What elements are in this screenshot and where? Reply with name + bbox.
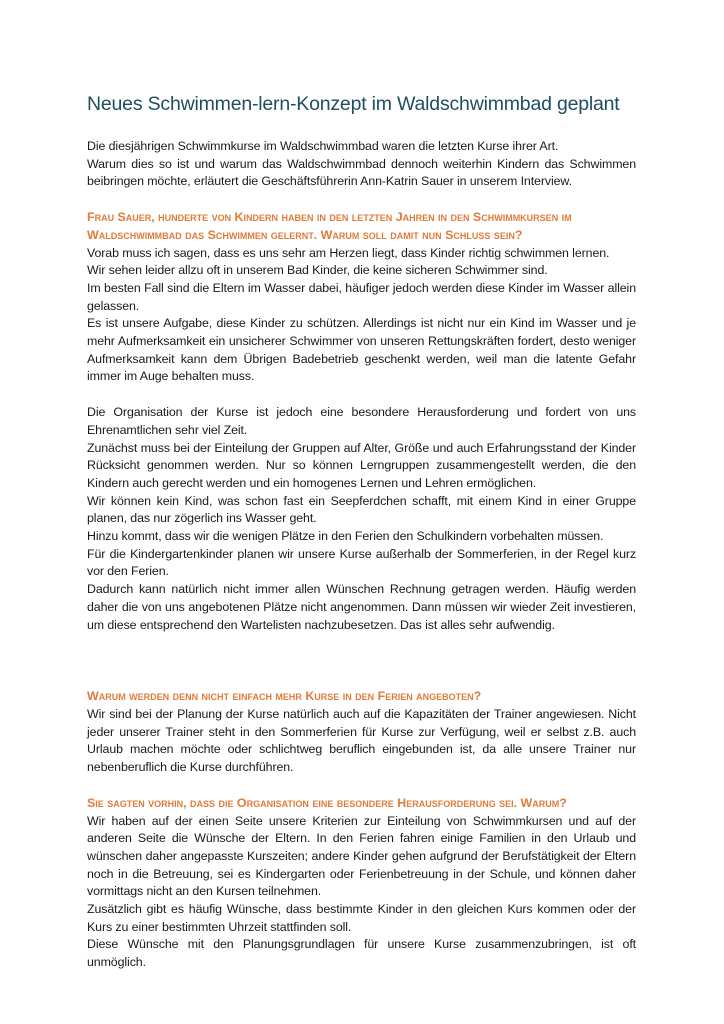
- intro-block: [87, 138, 636, 191]
- answer-paragraph: Hinzu kommt, dass wir die wenigen Plätze in den Ferien den Schulkindern vorbehalten müssen.: [87, 529, 604, 544]
- interview-section-3: [87, 795, 636, 972]
- section-spacer: [87, 652, 636, 688]
- answer-paragraph: Die Organisation der Kurse ist jedoch eine besondere Herausforderung und fordert von uns Ehrenamtlichen sehr viel Zeit.: [87, 405, 636, 437]
- document-page: [87, 92, 636, 990]
- intro-paragraph: Warum dies so ist und warum das Waldschwimmbad dennoch weiterhin Kindern das Schwimmen beibringen möchte, erläutert die Geschäftsführerin Ann-Katrin Sauer in unserem Interview.: [87, 156, 636, 189]
- answer-paragraph: Wir können kein Kind, was schon fast ein Seepferdchen schafft, mit einem Kind in einer Gruppe planen, das nur zögerlich ins Wasser geht.: [87, 493, 636, 526]
- answer-paragraph: Für die Kindergartenkinder planen wir unsere Kurse außerhalb der Sommerferien, in der Regel kurz vor den Ferien.: [87, 546, 636, 579]
- answer-paragraph: Dadurch kann natürlich nicht immer allen Wünschen Rechnung getragen werden. Häufig werden daher die von uns angebotenen Plätze nicht angenommen. Dann müssen wir wieder Zeit investieren, um diese entsprechend den Wartelisten nachzubesetzen. Das ist alles sehr aufwendig.: [87, 582, 636, 632]
- paragraph-spacer: [87, 386, 636, 404]
- interview-question: Warum werden denn nicht einfach mehr Kurse in den Ferien angeboten?: [87, 689, 482, 704]
- interview-question: Frau Sauer, hunderte von Kindern haben in den letzten Jahren in den Schwimmkursen im Waldschwimmbad das Schwimmen gelernt. Warum soll damit nun Schluss sein?: [87, 210, 572, 242]
- answer-paragraph: Zunächst muss bei der Einteilung der Gruppen auf Alter, Größe und auch Erfahrungsstand der Kinder Rücksicht genommen werden. Nur so können Lerngruppen zusammengestellt werden, die den Kindern auch gerecht werden und ein homogenes Lernen und Lehren ermöglichen.: [87, 440, 636, 490]
- interview-section-1: [87, 209, 636, 634]
- answer-paragraph: Diese Wünsche mit den Planungsgrundlagen für unsere Kurse zusammenzubringen, ist oft unmöglich.: [87, 937, 636, 970]
- answer-paragraph: Vorab muss ich sagen, dass es uns sehr am Herzen liegt, dass Kinder richtig schwimmen lernen.: [87, 245, 610, 260]
- interview-question: Sie sagten vorhin, dass die Organisation eine besondere Herausforderung sei. Warum?: [87, 795, 567, 810]
- answer-paragraph: Zusätzlich gibt es häufig Wünsche, dass bestimmte Kinder in den gleichen Kurs kommen oder der Kurs zu einer bestimmten Uhrzeit stattfinden soll.: [87, 902, 636, 934]
- interview-section-2: [87, 688, 636, 777]
- answer-paragraph: Im besten Fall sind die Eltern im Wasser dabei, häufiger jedoch werden diese Kinder im Wasser allein gelassen.: [87, 280, 636, 313]
- answer-paragraph: Wir haben auf der einen Seite unsere Kriterien zur Einteilung von Schwimmkursen und auf der anderen Seite die Wünsche der Eltern. In den Ferien fahren einige Familien in den Urlaub und wünschen daher angepasste Kurszeiten; andere Kinder gehen aufgrund der Berufstätigkeit der Eltern noch in die Betreuung, sei es Kindergarten oder Ferienbetreuung in der Schule, und können daher vormittags nicht an den Kursen teilnehmen.: [87, 813, 636, 899]
- answer-paragraph: Wir sind bei der Planung der Kurse natürlich auch auf die Kapazitäten der Trainer angewiesen. Nicht jeder unserer Trainer steht in den Sommerferien für Kurse zur Verfügung, weil er selbst z.B. auch Urlaub machen möchte oder schlichtweg beruflich eingebunden ist, da alle unsere Trainer nur nebenberuflich die Kurse durchführen.: [87, 706, 636, 775]
- intro-paragraph: Die diesjährigen Schwimmkurse im Waldschwimmbad waren die letzten Kurse ihrer Art.: [87, 139, 559, 153]
- answer-paragraph: Wir sehen leider allzu oft in unserem Bad Kinder, die keine sicheren Schwimmer sind.: [87, 263, 548, 278]
- answer-paragraph: Es ist unsere Aufgabe, diese Kinder zu schützen. Allerdings ist nicht nur ein Kind im Wasser und je mehr Aufmerksamkeit ein unsicherer Schwimmer von unseren Rettungskräften fordert, desto weniger Aufmerksamkeit kann dem Übrigen Badebetrieb geschenkt werden, weil man die latente Gefahr immer im Auge behalten muss.: [87, 316, 636, 384]
- article-title: Neues Schwimmen-lern-Konzept im Waldschwimmbad geplant: [87, 93, 620, 115]
